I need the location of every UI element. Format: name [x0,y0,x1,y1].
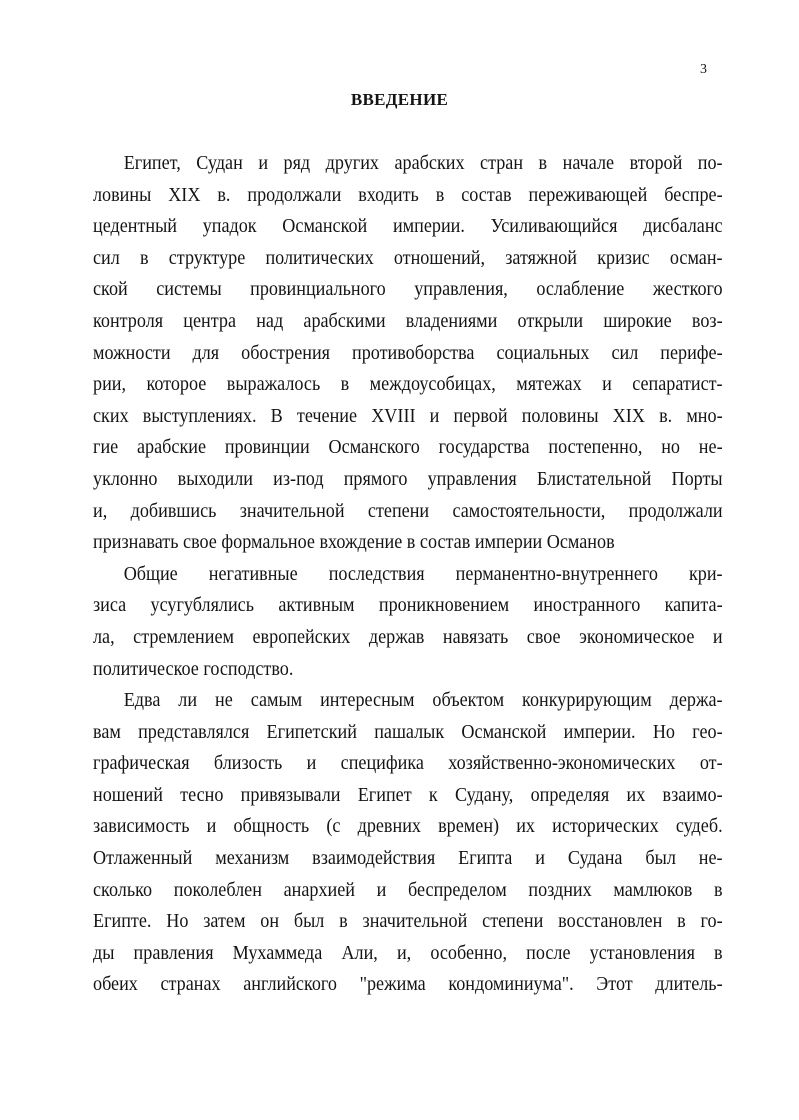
text-line: и, добившись значительной степени самостоятельности, продолжали [93,500,723,522]
text-line: сил в структуре политических отношений, затяжной кризис осман- [93,247,723,269]
body-text [93,148,723,1001]
section-heading: ВВЕДЕНИЕ [350,90,449,109]
text-line: ды правления Мухаммеда Али, и, особенно, после установления в [93,942,723,964]
text-line: ла, стремлением европейских держав навязать свое экономическое и [93,626,723,648]
text-line: Отлаженный механизм взаимодействия Египта и Судана был не- [93,848,723,870]
text-line: вам представлялся Египетский пашалык Османской империи. Но гео- [93,721,723,743]
text-line: зависимость и общность (с древних времен) их исторических судеб. [93,816,723,838]
page-number: 3 [700,62,707,77]
text-line: можности для обострения противоборства социальных сил перифе- [93,342,723,364]
text-line: обеих странах английского "режима кондоминиума". Этот длитель- [93,974,723,996]
text-line: ских выступлениях. В течение XVIII и первой половины XIX в. мно- [93,405,723,427]
text-line: Египте. Но затем он был в значительной степени восстановлен в го- [93,911,723,933]
text-line: гие арабские провинции Османского государства постепенно, но не- [93,437,723,459]
text-line: контроля центра над арабскими владениями открыли широкие воз- [93,310,723,332]
text-line: сколько поколеблен анархией и беспределом поздних мамлюков в [93,879,723,901]
text-line: уклонно выходили из-под прямого управления Блистательной Порты [93,468,723,490]
text-line: Общие негативные последствия перманентно-внутреннего кри- [123,563,723,585]
text-line: Египет, Судан и ряд других арабских стран в начале второй по- [123,153,723,174]
text-line: признавать свое формальное вхождение в состав империи Османов [93,532,615,554]
text-line: ношений тесно привязывали Египет к Судану, определяя их взаимо- [93,784,723,806]
text-line: Едва ли не самым интересным объектом конкурирующим держа- [123,690,723,712]
text-line: рии, которое выражалось в междоусобицах, мятежах и сепаратист- [93,374,723,396]
text-line: политическое господство. [93,658,294,680]
text-line: зиса усугублялись активным проникновением иностранного капита- [93,595,723,617]
text-line: графическая близость и специфика хозяйственно-экономических от- [93,753,723,775]
text-line: цедентный упадок Османской империи. Усиливающийся дисбаланс [93,216,723,238]
text-line: ской системы провинциального управления, ослабление жесткого [93,279,723,301]
text-line: ловины XIX в. продолжали входить в состав переживающей беспре- [93,184,723,206]
